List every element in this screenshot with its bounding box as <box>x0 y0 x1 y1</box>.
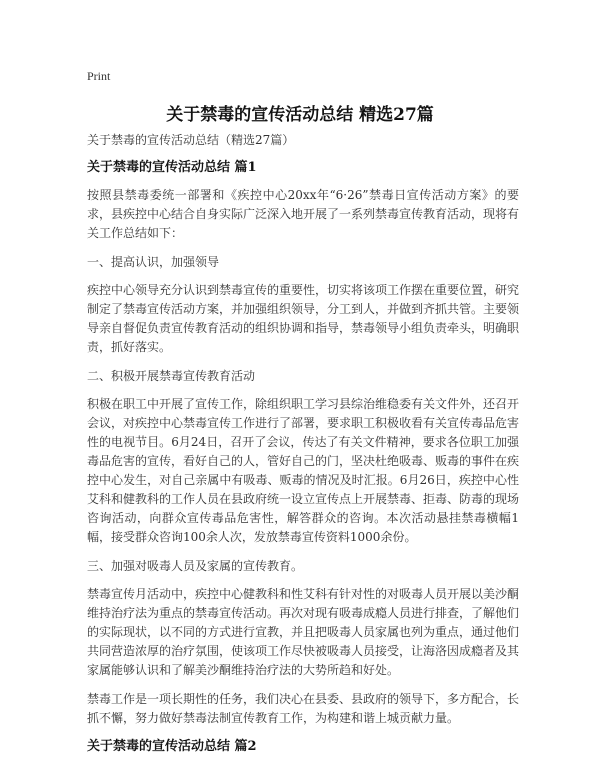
paragraph-2: 积极在职工中开展了宣传工作，除组织职工学习县综治维稳委有关文件外，还召开会议，对疾控中心禁毒宣传工作进行了部署，要求职工积极收看有关宣传毒品危害性的电视节目。6月24日，召开了会议，传达了有关文件精神，要求各位职工加强毒品危害的宣传，看好自己的人，管好自己的门，坚决杜绝吸毒、贩毒的事件在疾控中心发生，对自己亲属中有吸毒、贩毒的情况及时汇报。6月26日，疾控中心性艾科和健教科的工作人员在县政府统一设立宣传点上开展禁毒、拒毒、防毒的现场咨询活动，向群众宣传毒品危害性，解答群众的咨询。本次活动悬挂禁毒横幅1幅，接受群众咨询100余人次，发放禁毒宣传资料1000余份。 <box>87 397 520 544</box>
section-heading-2: 关于禁毒的宣传活动总结 篇2 <box>87 739 257 754</box>
paragraph-4: 禁毒工作是一项长期性的任务，我们决心在县委、县政府的领导下，多方配合，长抓不懈，努力做好禁毒法制宣传教育工作，为构建和谐上城贡献力量。 <box>87 692 520 725</box>
section-heading-1: 关于禁毒的宣传活动总结 篇1 <box>87 160 257 175</box>
page-title: 关于禁毒的宣传活动总结 精选27篇 <box>166 105 434 125</box>
article-subtitle: 关于禁毒的宣传活动总结（精选27篇） <box>87 133 295 147</box>
subheading-1: 一、提高认识，加强领导 <box>87 255 220 269</box>
paragraph-3: 禁毒宣传月活动中，疾控中心健教科和性艾科有针对性的对吸毒人员开展以美沙酮维持治疗法为重点的禁毒宣传活动。再次对现有吸毒成瘾人员进行排查，了解他们的实际现状，以不同的方式进行宣教，并且把吸毒人员家属也列为重点，通过他们共同营造浓厚的治疗氛围，使该项工作尽快被吸毒人员接受，让海洛因成瘾者及其家属能够认识和了解美沙酮维持治疗法的大势所趋和好处。 <box>87 587 520 677</box>
subheading-2: 二、积极开展禁毒宣传教育活动 <box>87 369 256 383</box>
intro-paragraph: 按照县禁毒委统一部署和《疾控中心20xx年“6·26”禁毒日宣传活动方案》的要求，县疾控中心结合自身实际广泛深入地开展了一系列禁毒宣传教育活动，现将有关工作总结如下： <box>87 188 520 240</box>
print-link[interactable]: Print <box>87 69 111 83</box>
article-body <box>87 131 519 765</box>
paragraph-1: 疾控中心领导充分认识到禁毒宣传的重要性，切实将该项工作摆在重要位置，研究制定了禁毒宣传活动方案，并加强组织领导，分工到人，并做到齐抓共管。主要领导亲自督促负责宣传教育活动的组织协调和指导，禁毒领导小组负责牵头，明确职责，抓好落实。 <box>87 283 520 354</box>
subheading-3: 三、加强对吸毒人员及家属的宣传教育。 <box>87 559 304 573</box>
